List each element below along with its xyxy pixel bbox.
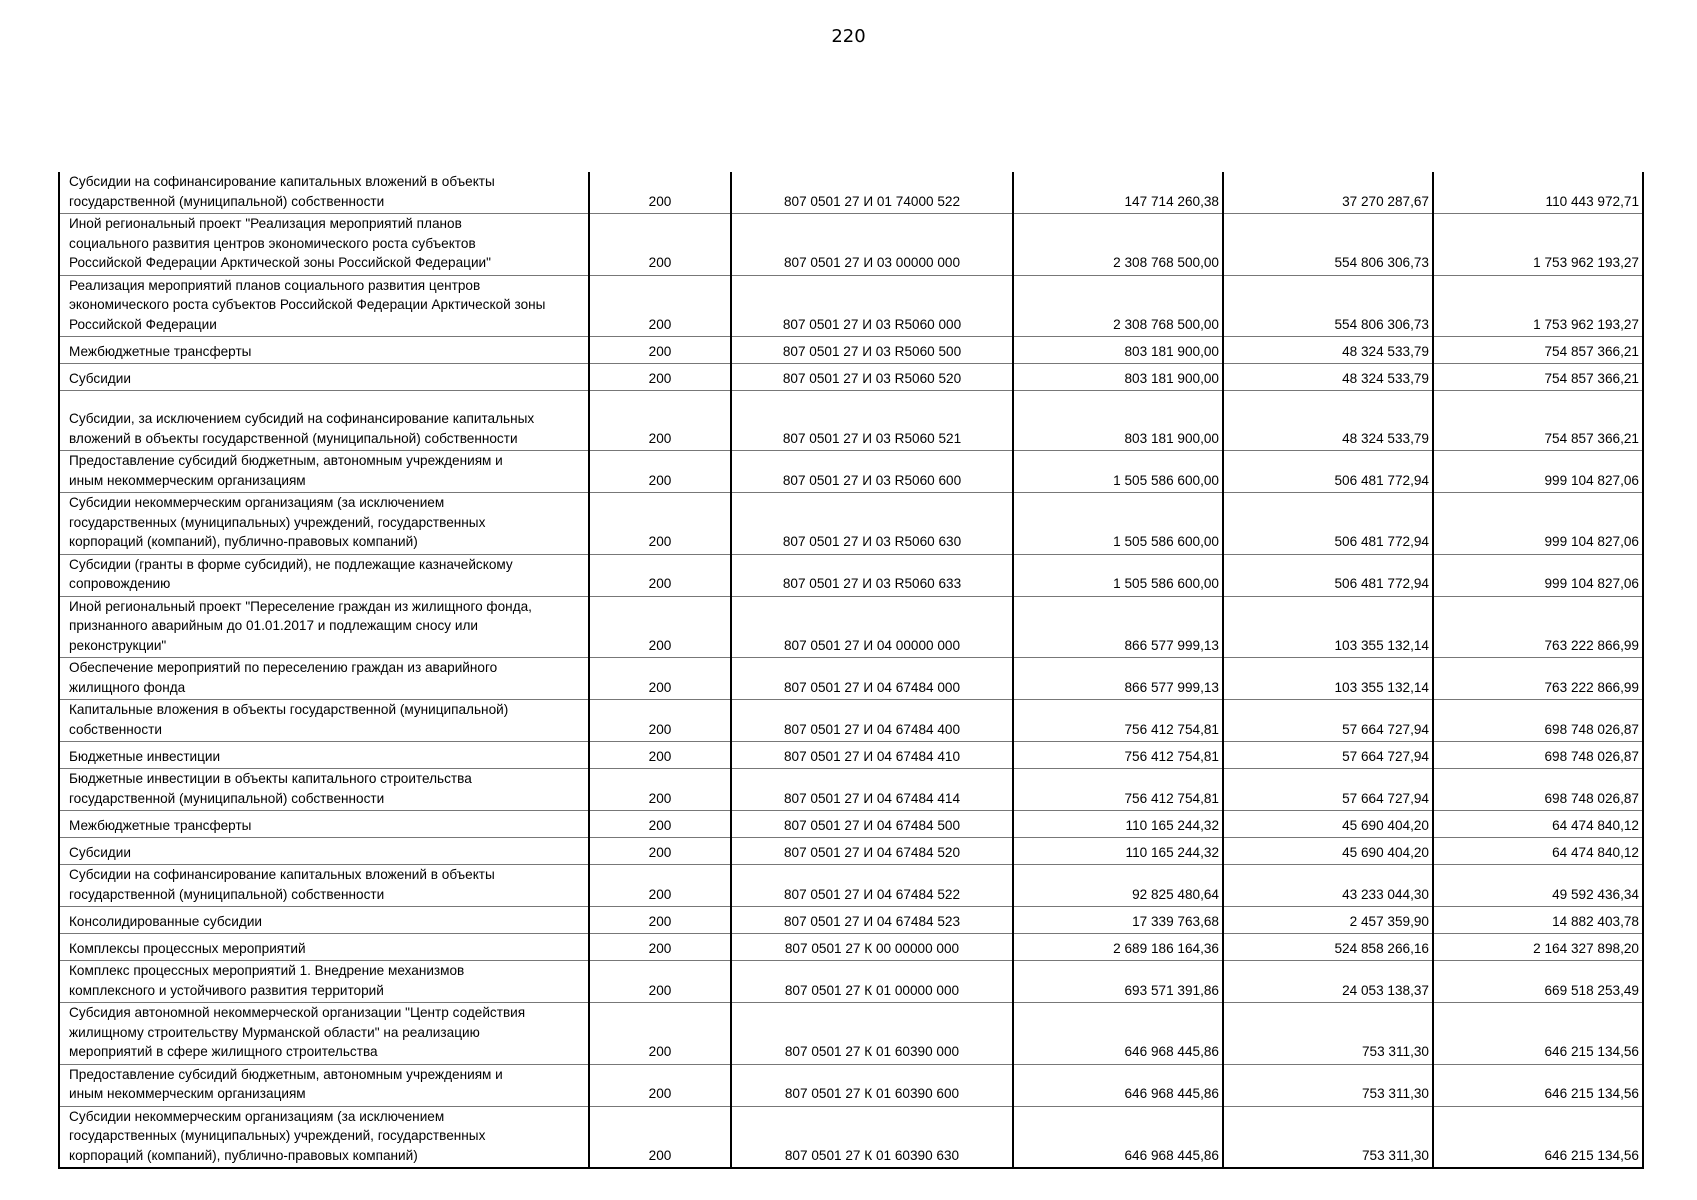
row-line-code: 200 — [589, 364, 731, 391]
row-value-remaining: 646 215 134,56 — [1433, 1064, 1643, 1106]
row-line-code: 200 — [589, 700, 731, 742]
row-value-remaining: 14 882 403,78 — [1433, 907, 1643, 934]
row-value-remaining: 763 222 866,99 — [1433, 658, 1643, 700]
row-name: Субсидии на софинансирование капитальных вложений в объекты государственной (муниципальной) собственности — [59, 172, 589, 214]
row-value-approved: 646 968 445,86 — [1013, 1106, 1223, 1168]
row-value-executed: 554 806 306,73 — [1223, 214, 1433, 276]
row-budget-code: 807 0501 27 К 01 00000 000 — [731, 961, 1013, 1003]
row-budget-code: 807 0501 27 И 03 R5060 600 — [731, 451, 1013, 493]
table-row — [59, 742, 1643, 769]
table-row — [59, 337, 1643, 364]
row-line-code: 200 — [589, 1106, 731, 1168]
row-line-code: 200 — [589, 275, 731, 337]
row-value-approved: 866 577 999,13 — [1013, 596, 1223, 658]
row-line-code: 200 — [589, 769, 731, 811]
row-value-executed: 753 311,30 — [1223, 1064, 1433, 1106]
row-line-code: 200 — [589, 934, 731, 961]
row-name: Субсидии, за исключением субсидий на софинансирование капитальных вложений в объекты государственной (муниципальной) собственности — [59, 391, 589, 451]
row-value-executed: 753 311,30 — [1223, 1003, 1433, 1065]
row-line-code: 200 — [589, 596, 731, 658]
row-name: Субсидии некоммерческим организациям (за исключением государственных (муниципальных) учреждений, государственных корпораций (компаний), публично-правовых компаний) — [59, 1106, 589, 1168]
row-budget-code: 807 0501 27 И 04 67484 523 — [731, 907, 1013, 934]
row-budget-code: 807 0501 27 И 03 R5060 520 — [731, 364, 1013, 391]
row-line-code: 200 — [589, 811, 731, 838]
row-value-executed: 506 481 772,94 — [1223, 451, 1433, 493]
row-value-executed: 103 355 132,14 — [1223, 596, 1433, 658]
row-value-approved: 1 505 586 600,00 — [1013, 451, 1223, 493]
row-value-remaining: 64 474 840,12 — [1433, 811, 1643, 838]
row-budget-code: 807 0501 27 И 04 67484 522 — [731, 865, 1013, 907]
table-row — [59, 214, 1643, 276]
row-value-approved: 693 571 391,86 — [1013, 961, 1223, 1003]
table-row — [59, 700, 1643, 742]
row-value-executed: 57 664 727,94 — [1223, 742, 1433, 769]
row-name: Реализация мероприятий планов социального развития центров экономического роста субъектов Российской Федерации Арктической зоны Российской Федерации — [59, 275, 589, 337]
row-line-code: 200 — [589, 214, 731, 276]
row-value-approved: 2 308 768 500,00 — [1013, 275, 1223, 337]
row-line-code: 200 — [589, 337, 731, 364]
row-value-executed: 554 806 306,73 — [1223, 275, 1433, 337]
table-row — [59, 658, 1643, 700]
row-value-approved: 2 689 186 164,36 — [1013, 934, 1223, 961]
row-value-remaining: 754 857 366,21 — [1433, 337, 1643, 364]
row-value-remaining: 646 215 134,56 — [1433, 1106, 1643, 1168]
row-value-executed: 103 355 132,14 — [1223, 658, 1433, 700]
row-value-remaining: 1 753 962 193,27 — [1433, 214, 1643, 276]
row-value-remaining: 698 748 026,87 — [1433, 742, 1643, 769]
row-value-executed: 43 233 044,30 — [1223, 865, 1433, 907]
row-budget-code: 807 0501 27 И 04 00000 000 — [731, 596, 1013, 658]
row-line-code: 200 — [589, 838, 731, 865]
row-value-remaining: 64 474 840,12 — [1433, 838, 1643, 865]
row-line-code: 200 — [589, 742, 731, 769]
table-row — [59, 554, 1643, 596]
row-value-executed: 48 324 533,79 — [1223, 364, 1433, 391]
row-budget-code: 807 0501 27 К 01 60390 600 — [731, 1064, 1013, 1106]
table-row — [59, 172, 1643, 214]
row-budget-code: 807 0501 27 И 04 67484 000 — [731, 658, 1013, 700]
row-value-approved: 17 339 763,68 — [1013, 907, 1223, 934]
table-row — [59, 275, 1643, 337]
row-name: Комплексы процессных мероприятий — [59, 934, 589, 961]
row-name: Бюджетные инвестиции — [59, 742, 589, 769]
row-name: Иной региональный проект "Переселение граждан из жилищного фонда, признанного аварийным до 01.01.2017 и подлежащим сносу или реконструкции" — [59, 596, 589, 658]
row-value-remaining: 698 748 026,87 — [1433, 700, 1643, 742]
row-value-remaining: 646 215 134,56 — [1433, 1003, 1643, 1065]
row-line-code: 200 — [589, 1003, 731, 1065]
table-row — [59, 769, 1643, 811]
row-name: Субсидии — [59, 838, 589, 865]
row-budget-code: 807 0501 27 И 03 R5060 630 — [731, 493, 1013, 555]
table-row — [59, 865, 1643, 907]
row-name: Субсидия автономной некоммерческой организации "Центр содействия жилищному строительству Мурманской области" на реализацию мероприятий в сфере жилищного строительства — [59, 1003, 589, 1065]
row-budget-code: 807 0501 27 И 04 67484 414 — [731, 769, 1013, 811]
row-value-executed: 45 690 404,20 — [1223, 811, 1433, 838]
row-value-remaining: 1 753 962 193,27 — [1433, 275, 1643, 337]
row-budget-code: 807 0501 27 К 01 60390 630 — [731, 1106, 1013, 1168]
row-value-executed: 48 324 533,79 — [1223, 337, 1433, 364]
row-value-approved: 110 165 244,32 — [1013, 838, 1223, 865]
row-value-executed: 48 324 533,79 — [1223, 391, 1433, 451]
row-value-remaining: 999 104 827,06 — [1433, 493, 1643, 555]
table-row — [59, 907, 1643, 934]
row-value-executed: 57 664 727,94 — [1223, 700, 1433, 742]
row-value-executed: 753 311,30 — [1223, 1106, 1433, 1168]
row-budget-code: 807 0501 27 И 01 74000 522 — [731, 172, 1013, 214]
row-value-approved: 147 714 260,38 — [1013, 172, 1223, 214]
table-row — [59, 1106, 1643, 1168]
row-value-approved: 646 968 445,86 — [1013, 1064, 1223, 1106]
row-value-approved: 803 181 900,00 — [1013, 364, 1223, 391]
table-row — [59, 391, 1643, 451]
table-row — [59, 961, 1643, 1003]
row-line-code: 200 — [589, 961, 731, 1003]
row-name: Бюджетные инвестиции в объекты капитального строительства государственной (муниципальной) собственности — [59, 769, 589, 811]
page-number: 220 — [831, 26, 866, 47]
row-value-remaining: 763 222 866,99 — [1433, 596, 1643, 658]
table-row — [59, 451, 1643, 493]
row-value-approved: 646 968 445,86 — [1013, 1003, 1223, 1065]
row-line-code: 200 — [589, 658, 731, 700]
row-value-approved: 866 577 999,13 — [1013, 658, 1223, 700]
row-line-code: 200 — [589, 907, 731, 934]
row-value-remaining: 754 857 366,21 — [1433, 391, 1643, 451]
row-value-executed: 57 664 727,94 — [1223, 769, 1433, 811]
row-name: Субсидии некоммерческим организациям (за исключением государственных (муниципальных) учреждений, государственных корпораций (компаний), публично-правовых компаний) — [59, 493, 589, 555]
table-row — [59, 1003, 1643, 1065]
row-budget-code: 807 0501 27 И 04 67484 410 — [731, 742, 1013, 769]
row-value-remaining: 110 443 972,71 — [1433, 172, 1643, 214]
row-value-approved: 756 412 754,81 — [1013, 742, 1223, 769]
row-budget-code: 807 0501 27 И 04 67484 520 — [731, 838, 1013, 865]
row-name: Межбюджетные трансферты — [59, 811, 589, 838]
row-line-code: 200 — [589, 554, 731, 596]
row-name: Субсидии на софинансирование капитальных вложений в объекты государственной (муниципальной) собственности — [59, 865, 589, 907]
row-value-approved: 92 825 480,64 — [1013, 865, 1223, 907]
row-budget-code: 807 0501 27 И 04 67484 500 — [731, 811, 1013, 838]
row-value-approved: 1 505 586 600,00 — [1013, 554, 1223, 596]
row-value-approved: 1 505 586 600,00 — [1013, 493, 1223, 555]
row-value-approved: 803 181 900,00 — [1013, 391, 1223, 451]
row-value-approved: 803 181 900,00 — [1013, 337, 1223, 364]
row-budget-code: 807 0501 27 К 01 60390 000 — [731, 1003, 1013, 1065]
table-row — [59, 838, 1643, 865]
row-line-code: 200 — [589, 493, 731, 555]
row-line-code: 200 — [589, 1064, 731, 1106]
row-value-approved: 2 308 768 500,00 — [1013, 214, 1223, 276]
row-value-executed: 506 481 772,94 — [1223, 554, 1433, 596]
row-value-executed: 37 270 287,67 — [1223, 172, 1433, 214]
row-name: Комплекс процессных мероприятий 1. Внедрение механизмов комплексного и устойчивого развития территорий — [59, 961, 589, 1003]
row-budget-code: 807 0501 27 И 04 67484 400 — [731, 700, 1013, 742]
row-name: Иной региональный проект "Реализация мероприятий планов социального развития центров экономического роста субъектов Российской Федерации Арктической зоны Российской Федерации" — [59, 214, 589, 276]
row-value-approved: 756 412 754,81 — [1013, 769, 1223, 811]
budget-table — [58, 172, 1644, 1169]
row-value-remaining: 754 857 366,21 — [1433, 364, 1643, 391]
row-line-code: 200 — [589, 451, 731, 493]
row-value-remaining: 49 592 436,34 — [1433, 865, 1643, 907]
row-value-approved: 756 412 754,81 — [1013, 700, 1223, 742]
row-name: Капитальные вложения в объекты государственной (муниципальной) собственности — [59, 700, 589, 742]
row-name: Предоставление субсидий бюджетным, автономным учреждениям и иным некоммерческим организациям — [59, 1064, 589, 1106]
row-name: Межбюджетные трансферты — [59, 337, 589, 364]
table-row — [59, 1064, 1643, 1106]
row-value-remaining: 698 748 026,87 — [1433, 769, 1643, 811]
row-name: Предоставление субсидий бюджетным, автономным учреждениям и иным некоммерческим организациям — [59, 451, 589, 493]
row-line-code: 200 — [589, 865, 731, 907]
table-row — [59, 493, 1643, 555]
row-value-remaining: 669 518 253,49 — [1433, 961, 1643, 1003]
row-value-approved: 110 165 244,32 — [1013, 811, 1223, 838]
table-row — [59, 934, 1643, 961]
row-budget-code: 807 0501 27 К 00 00000 000 — [731, 934, 1013, 961]
row-budget-code: 807 0501 27 И 03 R5060 500 — [731, 337, 1013, 364]
row-name: Обеспечение мероприятий по переселению граждан из аварийного жилищного фонда — [59, 658, 589, 700]
table-row — [59, 811, 1643, 838]
row-value-executed: 524 858 266,16 — [1223, 934, 1433, 961]
row-line-code: 200 — [589, 391, 731, 451]
row-value-remaining: 2 164 327 898,20 — [1433, 934, 1643, 961]
row-value-executed: 45 690 404,20 — [1223, 838, 1433, 865]
row-budget-code: 807 0501 27 И 03 R5060 000 — [731, 275, 1013, 337]
row-value-executed: 2 457 359,90 — [1223, 907, 1433, 934]
table-row — [59, 596, 1643, 658]
row-name: Субсидии — [59, 364, 589, 391]
row-budget-code: 807 0501 27 И 03 00000 000 — [731, 214, 1013, 276]
row-value-executed: 506 481 772,94 — [1223, 493, 1433, 555]
row-line-code: 200 — [589, 172, 731, 214]
row-budget-code: 807 0501 27 И 03 R5060 521 — [731, 391, 1013, 451]
row-budget-code: 807 0501 27 И 03 R5060 633 — [731, 554, 1013, 596]
row-name: Консолидированные субсидии — [59, 907, 589, 934]
row-name: Субсидии (гранты в форме субсидий), не подлежащие казначейскому сопровождению — [59, 554, 589, 596]
table-row — [59, 364, 1643, 391]
row-value-remaining: 999 104 827,06 — [1433, 554, 1643, 596]
row-value-remaining: 999 104 827,06 — [1433, 451, 1643, 493]
row-value-executed: 24 053 138,37 — [1223, 961, 1433, 1003]
